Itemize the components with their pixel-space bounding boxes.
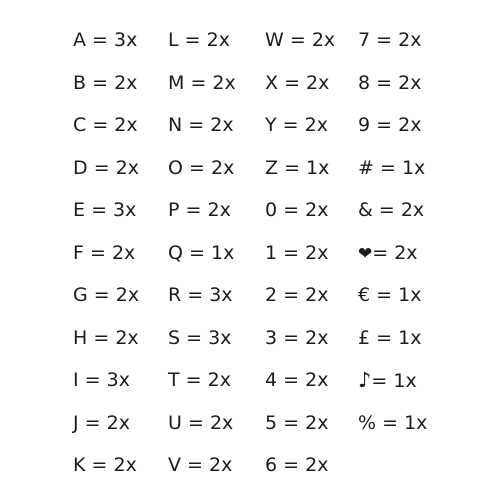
entry-character: T xyxy=(168,369,180,391)
count-entry xyxy=(358,408,427,451)
equals-sign: = xyxy=(187,454,203,476)
equals-sign: = xyxy=(283,199,300,221)
entry-character: 2 xyxy=(265,284,278,306)
entry-character: G xyxy=(73,284,88,306)
entry-character: U xyxy=(168,411,182,434)
entry-character: £ xyxy=(358,326,371,349)
equals-sign: = xyxy=(187,411,204,434)
entry-character: E xyxy=(73,199,86,221)
count-entry xyxy=(358,68,427,111)
count-entry xyxy=(73,408,139,451)
entry-count: 2x xyxy=(111,241,136,264)
equals-sign: = xyxy=(382,411,399,434)
equals-sign: = xyxy=(190,71,207,94)
entry-count: 1x xyxy=(306,156,330,179)
entry-count: 2x xyxy=(305,454,329,476)
entry-character: L xyxy=(168,29,179,51)
entry-character: & xyxy=(358,199,373,221)
entry-character: F xyxy=(73,241,84,264)
entry-character: Q xyxy=(168,241,183,264)
entry-character: 3 xyxy=(265,326,278,349)
count-entry xyxy=(73,25,139,68)
entry-count: 2x xyxy=(400,199,425,221)
entry-count: 2x xyxy=(212,71,236,94)
equals-sign: = xyxy=(185,199,202,221)
entry-count: 2x xyxy=(305,241,329,264)
entry-character: P xyxy=(168,199,180,221)
entry-count: 2x xyxy=(398,114,422,136)
entry-character: 7 xyxy=(358,29,371,51)
count-entry xyxy=(358,25,427,68)
count-entry xyxy=(265,25,335,68)
entry-count: 3x xyxy=(113,199,137,221)
entry-count: 2x xyxy=(210,156,235,179)
equals-sign: = xyxy=(371,370,388,392)
entry-count: 2x xyxy=(305,326,329,349)
entry-count: 3x xyxy=(106,369,130,391)
entry-character: B xyxy=(73,71,87,94)
equals-sign: = xyxy=(379,156,396,179)
equals-sign: = xyxy=(376,114,393,136)
entry-character: 5 xyxy=(265,411,278,434)
count-entry xyxy=(168,365,236,408)
entry-count: 2x xyxy=(113,454,137,476)
entry-count: 1x xyxy=(393,370,417,392)
entry-count: 2x xyxy=(305,284,329,306)
equals-sign: = xyxy=(84,411,101,434)
entry-character: 9 xyxy=(358,114,371,136)
entry-character: # xyxy=(358,156,374,179)
count-entry xyxy=(265,408,335,451)
equals-sign: = xyxy=(283,411,300,434)
entry-count: 2x xyxy=(206,29,230,51)
equals-sign: = xyxy=(284,71,300,94)
equals-sign: = xyxy=(93,326,110,349)
count-entry xyxy=(168,195,236,238)
entry-count: 2x xyxy=(306,71,330,94)
equals-sign: = xyxy=(92,114,109,136)
count-entry xyxy=(168,450,236,493)
entry-character: I xyxy=(73,369,79,391)
equals-sign: = xyxy=(283,454,300,476)
equals-sign: = xyxy=(372,241,389,264)
entry-count: 3x xyxy=(208,326,232,349)
entry-count: 2x xyxy=(209,454,233,476)
equals-sign: = xyxy=(376,29,393,51)
column-3 xyxy=(265,25,335,493)
count-entry xyxy=(265,323,335,366)
entry-character: N xyxy=(168,114,183,136)
equals-sign: = xyxy=(283,241,300,264)
entry-character: W xyxy=(265,29,284,51)
equals-sign: = xyxy=(189,156,205,179)
count-entry xyxy=(73,110,139,153)
entry-character: M xyxy=(168,71,185,94)
count-entry xyxy=(73,68,139,111)
entry-character: Z xyxy=(265,156,279,179)
entry-count: 2x xyxy=(106,411,130,434)
entry-character: D xyxy=(73,156,88,179)
equals-sign: = xyxy=(376,284,393,306)
entry-count: 2x xyxy=(115,284,140,306)
entry-character: H xyxy=(73,326,88,349)
equals-sign: = xyxy=(89,241,106,264)
entry-count: 2x xyxy=(305,411,329,434)
count-entry xyxy=(358,238,427,281)
entry-character: R xyxy=(168,284,182,306)
entry-count: 2x xyxy=(209,411,234,434)
entry-count: 2x xyxy=(210,114,234,136)
entry-count: 2x xyxy=(305,199,329,221)
entry-count: 1x xyxy=(398,326,422,349)
entry-character: O xyxy=(168,156,183,179)
entry-character: C xyxy=(73,114,87,136)
count-entry xyxy=(265,68,335,111)
entry-character: 8 xyxy=(358,71,371,94)
entry-character: 4 xyxy=(265,369,278,391)
count-entry xyxy=(265,153,335,196)
count-entry xyxy=(265,238,335,281)
count-entry xyxy=(358,365,427,408)
equals-sign: = xyxy=(189,241,205,264)
count-entry xyxy=(73,323,139,366)
entry-character: Y xyxy=(265,114,277,136)
heart-icon: ❤ xyxy=(358,243,373,264)
entry-character: K xyxy=(73,454,86,476)
count-entry xyxy=(168,238,236,281)
count-entry xyxy=(358,280,427,323)
count-entry xyxy=(358,110,427,153)
count-entry xyxy=(73,153,139,196)
equals-sign: = xyxy=(93,156,110,179)
entry-character: J xyxy=(73,411,79,434)
entry-count: 2x xyxy=(114,114,138,136)
entry-count: 1x xyxy=(401,156,426,179)
entry-count: 2x xyxy=(207,369,231,391)
entry-count: 2x xyxy=(304,114,328,136)
equals-sign: = xyxy=(84,369,101,391)
entry-count: 2x xyxy=(115,156,139,179)
count-entry xyxy=(358,195,427,238)
entry-count: 2x xyxy=(207,199,231,221)
count-entry xyxy=(168,323,236,366)
count-entry xyxy=(73,365,139,408)
equals-sign: = xyxy=(289,29,306,51)
equals-sign: = xyxy=(376,71,393,94)
column-2 xyxy=(168,25,236,493)
count-entry xyxy=(168,25,236,68)
equals-sign: = xyxy=(187,284,204,306)
entry-count: 2x xyxy=(311,29,336,51)
equals-sign: = xyxy=(188,114,205,136)
count-entry xyxy=(73,195,139,238)
equals-sign: = xyxy=(378,199,395,221)
count-entry xyxy=(265,450,335,493)
entry-count: 2x xyxy=(398,29,422,51)
equals-sign: = xyxy=(283,284,300,306)
equals-sign: = xyxy=(184,29,201,51)
entry-count: 2x xyxy=(398,71,422,94)
entry-count: 2x xyxy=(305,369,329,391)
equals-sign: = xyxy=(186,326,203,349)
count-entry xyxy=(168,280,236,323)
count-entry xyxy=(168,68,236,111)
count-entry xyxy=(265,110,335,153)
entry-count: 2x xyxy=(114,71,138,94)
entry-count: 3x xyxy=(209,284,233,306)
equals-sign: = xyxy=(91,454,108,476)
music-note-icon: ♪ xyxy=(358,368,372,392)
count-entry xyxy=(73,280,139,323)
entry-count: 1x xyxy=(210,241,235,264)
entry-character: S xyxy=(168,326,181,349)
count-entry xyxy=(73,238,139,281)
column-4 xyxy=(358,25,427,450)
equals-sign: = xyxy=(93,284,110,306)
count-entry xyxy=(265,195,335,238)
count-entry xyxy=(168,110,236,153)
equals-sign: = xyxy=(283,326,300,349)
column-1 xyxy=(73,25,139,493)
equals-sign: = xyxy=(284,156,300,179)
equals-sign: = xyxy=(92,71,109,94)
entry-character: 0 xyxy=(265,199,278,221)
equals-sign: = xyxy=(91,199,107,221)
entry-count: 2x xyxy=(115,326,139,349)
count-entry xyxy=(358,323,427,366)
count-entry xyxy=(168,153,236,196)
entry-count: 1x xyxy=(398,284,422,306)
count-entry xyxy=(73,450,139,493)
equals-sign: = xyxy=(282,114,299,136)
entry-character: % xyxy=(358,411,377,434)
count-entry xyxy=(265,280,335,323)
entry-count: 2x xyxy=(394,241,418,264)
equals-sign: = xyxy=(92,29,108,51)
count-entry xyxy=(168,408,236,451)
entry-character: 6 xyxy=(265,454,278,476)
count-entry xyxy=(265,365,335,408)
entry-count: 1x xyxy=(404,411,428,434)
entry-character: V xyxy=(168,454,181,476)
entry-character: 1 xyxy=(265,241,278,264)
entry-character: € xyxy=(358,284,371,306)
equals-sign: = xyxy=(376,326,393,349)
entry-character: X xyxy=(265,71,279,94)
count-entry xyxy=(358,153,427,196)
equals-sign: = xyxy=(185,369,202,391)
equals-sign: = xyxy=(283,369,300,391)
entry-count: 3x xyxy=(114,29,138,51)
entry-character: A xyxy=(73,29,86,51)
